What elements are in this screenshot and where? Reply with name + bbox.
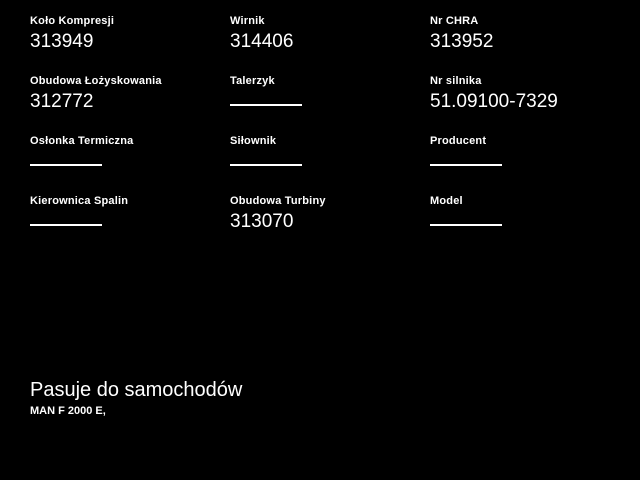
compatibility-title: Pasuje do samochodów	[30, 379, 243, 401]
spec-label: Producent	[430, 135, 487, 147]
spec-label: Talerzyk	[230, 75, 275, 87]
spec-value: 314406	[230, 31, 294, 52]
spec-item	[30, 74, 230, 134]
spec-label: Nr silnika	[430, 75, 482, 87]
spec-label: Osłonka Termiczna	[30, 135, 134, 147]
spec-item	[230, 74, 430, 134]
spec-value	[430, 224, 502, 226]
spec-item	[430, 134, 610, 194]
spec-item	[30, 14, 230, 74]
spec-label: Obudowa Turbiny	[230, 195, 326, 207]
spec-item	[430, 74, 610, 134]
spec-value	[230, 164, 302, 166]
spec-value	[230, 104, 302, 106]
spec-value	[430, 164, 502, 166]
spec-value: 313949	[30, 31, 94, 52]
spec-item	[430, 194, 610, 254]
spec-label: Wirnik	[230, 15, 265, 27]
spec-item	[230, 14, 430, 74]
spec-label: Siłownik	[230, 135, 277, 147]
spec-item	[230, 194, 430, 254]
compatibility-list: MAN F 2000 E,	[30, 405, 106, 417]
spec-item	[30, 194, 230, 254]
spec-value	[30, 224, 102, 226]
spec-label: Obudowa Łożyskowania	[30, 75, 162, 87]
spec-value: 312772	[30, 91, 94, 112]
spec-item	[30, 134, 230, 194]
specifications-grid	[30, 14, 610, 254]
spec-item	[430, 14, 610, 74]
compatibility-section	[30, 378, 242, 418]
spec-value: 313952	[430, 31, 494, 52]
spec-label: Kierownica Spalin	[30, 195, 129, 207]
spec-value: 313070	[230, 211, 294, 232]
spec-value: 51.09100-7329	[430, 91, 558, 112]
spec-label: Nr CHRA	[430, 15, 479, 27]
spec-label: Koło Kompresji	[30, 15, 115, 27]
spec-value	[30, 164, 102, 166]
spec-item	[230, 134, 430, 194]
spec-label: Model	[430, 195, 463, 207]
